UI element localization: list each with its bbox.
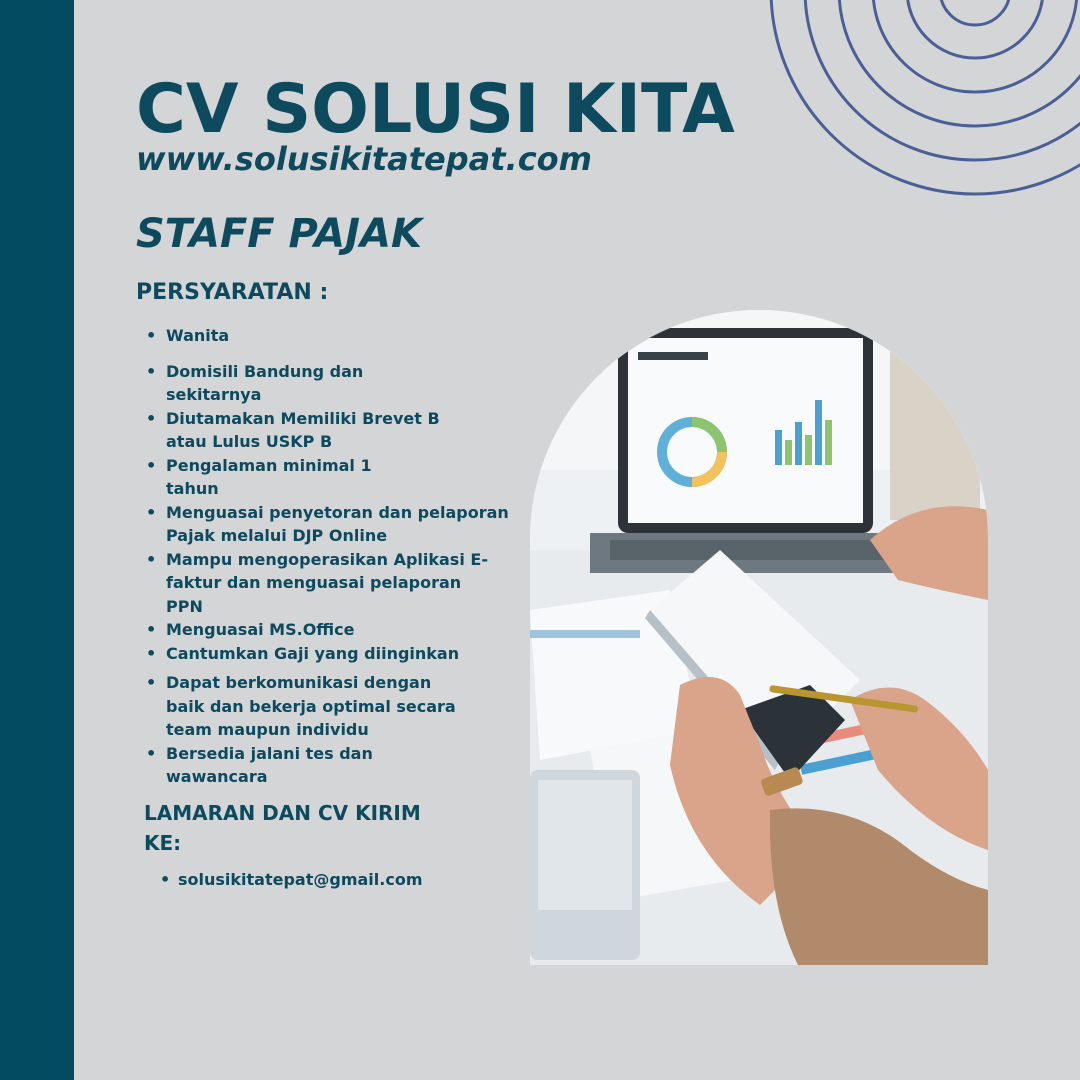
company-website[interactable]: www.solusikitatepat.com — [136, 140, 592, 178]
requirement-item: • Menguasai penyetoran dan pelaporan Pajak melalui DJP Online — [146, 501, 511, 548]
requirement-item: • Menguasai MS.Office — [146, 618, 516, 642]
job-title: STAFF PAJAK — [136, 211, 422, 257]
requirement-item: • Diutamakan Memiliki Brevet B atau Lulus USKP B — [146, 407, 466, 454]
office-laptop-tablet-photo — [530, 310, 988, 965]
concentric-rings-decoration — [760, 0, 1080, 220]
requirement-item: • Domisili Bandung dan sekitarnya — [146, 360, 386, 407]
application-contact-list — [160, 870, 422, 889]
requirement-item: • Wanita — [146, 324, 516, 348]
application-heading: LAMARAN DAN CV KIRIM KE: — [144, 801, 421, 855]
requirement-item: • Dapat berkomunikasi dengan baik dan bekerja optimal secara team maupun individu — [146, 671, 456, 742]
requirement-item: • Pengalaman minimal 1 tahun — [146, 454, 396, 501]
requirement-item: • Mampu mengoperasikan Aplikasi E-faktur dan menguasai pelaporan PPN — [146, 548, 496, 619]
requirement-item: • Cantumkan Gaji yang diinginkan — [146, 642, 516, 666]
requirements-heading: PERSYARATAN : — [136, 280, 329, 305]
requirements-list — [146, 324, 516, 789]
requirement-item: • Bersedia jalani tes dan wawancara — [146, 742, 396, 789]
company-name: CV SOLUSI KITA — [136, 70, 735, 149]
application-email[interactable]: • solusikitatepat@gmail.com — [160, 870, 422, 889]
left-accent-bar — [0, 0, 74, 1080]
